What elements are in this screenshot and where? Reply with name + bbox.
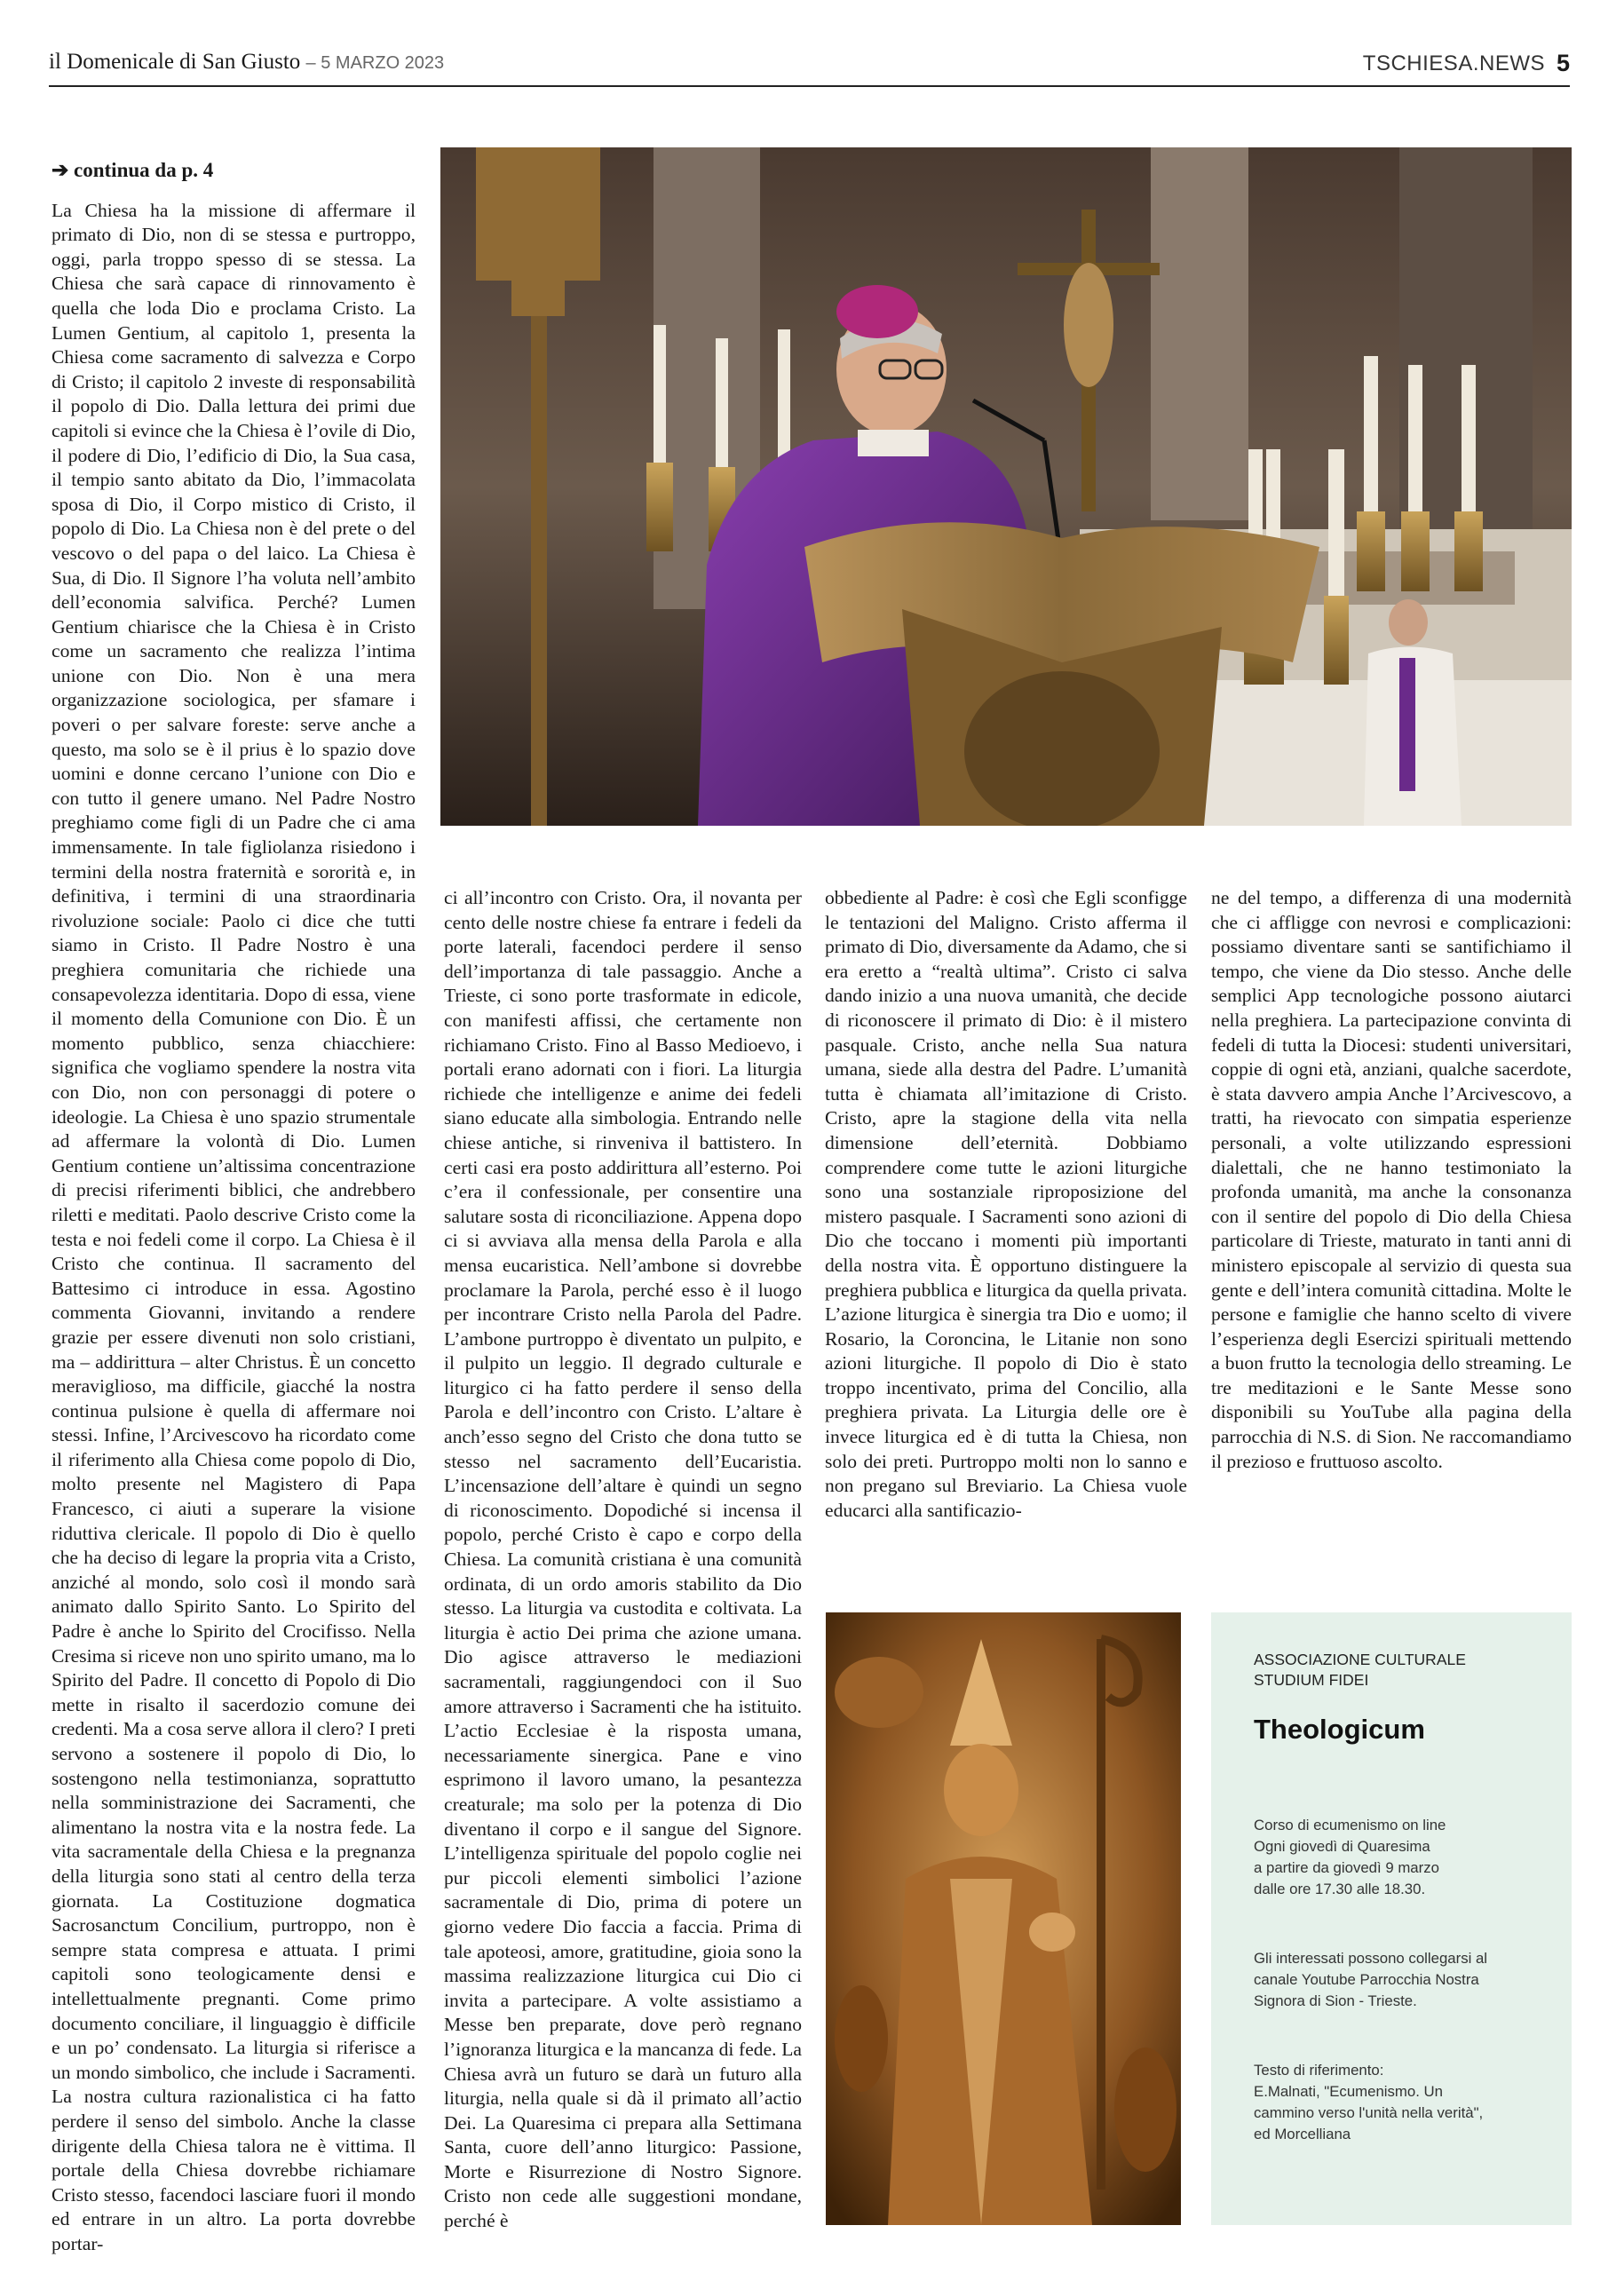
reference-line: cammino verso l'unità nella verità", bbox=[1254, 2104, 1484, 2121]
newspaper-title: il Domenicale di San Giusto bbox=[49, 50, 301, 74]
newspaper-name bbox=[49, 50, 444, 75]
info-line: Signora di Sion - Trieste. bbox=[1254, 1992, 1417, 2009]
bishop-at-ambo-photo bbox=[440, 147, 1572, 826]
article-text-4: ne del tempo, a differenza di una modernità che ci affligge con nevrosi e complicazioni: possiamo diventare santi se santifichiamo il tempo, che viene da Dio stesso. Anche delle semplici App tecnologiche possono aiutarci nella preghiera. La partecipazione convinta di fedeli di tutta la Diocesi: studenti universitari, coppie di ogni età, anziani, qualche sacerdote, è stata davvero ampia Anche l’Arcivescovo, a tratti, ha rievocato con simpatia esperienze personali, a volte utilizzando espressioni dialettali, che ne hanno testimoniato la profonda umanità, ma anche la consonanza con il sentire del popolo di Dio della Chiesa particolare di Trieste, maturato in tanti anni di ministero episcopale al servizio di questa sua gente e dell’intera comunità cittadina. Molte le persone e famiglie che hanno scelto di vivere l’esperienza degli Esercizi spirituali mettendo a buon frutto la tecnologia dello streaming. Le tre meditazioni e le Sante Messe sono disponibili su YouTube alla pagina della parrocchia di N.S. di Sion. Ne raccomandiamo il prezioso e fruttuoso ascolto. bbox=[1211, 887, 1572, 1472]
article-column-1 bbox=[51, 158, 416, 2256]
article-column-3 bbox=[825, 886, 1187, 1523]
relief-drawing bbox=[826, 1612, 1181, 2225]
theologicum-info-box bbox=[1211, 1612, 1572, 2225]
page-header bbox=[49, 50, 1570, 87]
reference-text bbox=[1254, 2060, 1547, 2145]
article-text-3: obbediente al Padre: è così che Egli sconfigge le tentazioni del Maligno. Cristo afferma il primato di Dio, diversamente da Adamo, che si era eretto a “realtà ultima”. Cristo ci salva dando inizio a una nuova umanità, che decide di riconoscere il primato di Dio: è il mistero pasquale. Cristo, anche nella Sua natura umana, siede alla destra del Padre. L’umanità tutta è chiamata all’imitazione di Cristo. Cristo, apre la stagione della vita nella dimensione dell’eternità. Dobbiamo comprendere come tutte le azioni liturgiche sono una sostanziale riproposizione del mistero pasquale. I Sacramenti sono azioni di Dio che toccano i momenti più importanti della nostra vita. È opportuno distinguere la preghiera pubblica e liturgica da quella privata. L’azione liturgica è sinergia tra Dio e uomo; il Rosario, la Coroncina, le Litanie non sono azioni liturgiche. Il popolo di Dio è stato troppo incentivato, prima del Concilio, alla preghiera privata. La Liturgia delle ore è invece liturgica ed è di tutta la Chiesa, non solo dei preti. Purtroppo molti non lo sanno e non pregano sul Breviario. La Chiesa vuole educarci alla santificazio- bbox=[825, 887, 1187, 1521]
course-line: a partire da giovedì 9 marzo bbox=[1254, 1859, 1439, 1876]
reference-line: ed Morcelliana bbox=[1254, 2126, 1351, 2142]
box-title: Theologicum bbox=[1254, 1714, 1425, 1745]
course-details bbox=[1254, 1815, 1547, 1900]
reference-line: E.Malnati, "Ecumenismo. Un bbox=[1254, 2083, 1444, 2100]
article-text-2: ci all’incontro con Cristo. Ora, il novanta per cento delle nostre chiese fa entrare i fedeli da porte laterali, facendoci perdere il senso dell’importanza di tale passaggio. Anche a Trieste, ci sono porte trasformate in edicole, con manifesti affissi, che certamente non richiamano Cristo. Fino al Basso Medioevo, i portali erano adornati con i fiori. La liturgia richiede che intelligenze e anime dei fedeli siano educate alla simbologia. Entrando nelle chiese antiche, si rinveniva il battistero. In certi casi era posto addirittura all’esterno. Poi c’era il confessionale, per consentire una salutare sosta di riconciliazione. Appena dopo ci si avviava alla mensa della Parola e alla mensa eucaristica. Nell’ambone si dovrebbe proclamare la Parola, perché esso è il luogo per incontrare Cristo nella Parola del Padre. L’ambone purtroppo è diventato un pulpito, e il pulpito un leggio. Il degrado culturale e liturgico ci ha fatto perdere il senso della Parola e dell’incontro con Cristo. L’altare è anch’esso segno del Cristo che dona tutto se stesso nel sacramento dell’Eucaristia. L’incensazione dell’altare è quindi un segno di riconoscimento. Dopodiché si incensa il popolo, perché Cristo è capo e corpo della Chiesa. La comunità cristiana è una comunità ordinata, di un ordo amoris stabilito da Dio stesso. La liturgia va custodita e coltivata. La liturgia è actio Dei prima che azione umana. Dio agisce attraverso le mediazioni sacramentali, raggiungendoci con il Suo amore attraverso i Sacramenti che ha istituito. L’actio Ecclesiae è la risposta umana, necessariamente sinergica. Pane e vino esprimono il lavoro umano, la pesantezza creaturale; ma solo per la potenza di Dio diventano il corpo e il sangue del Signore. L’intelligenza spirituale del popolo coglie nei pur piccoli elementi simbolici l’azione sacramentale di Dio, prima di potere un giorno vedere Dio faccia a faccia. Prima di tale apoteosi, amore, gratitudine, gioia sono la massima realizzazione liturgica cui Dio ci invita a partecipare. A volte assistiamo a Messe ben preparate, dove però regnano l’ignoranza liturgica e la mancanza di fede. La Chiesa avrà un futuro se darà un futuro alla liturgia, nella quale si dà il primato all’actio Dei. La Quaresima ci prepara alla Settimana Santa, cuore dell’anno liturgico: Passione, Morte e Risurrezione di Nostro Signore. Cristo non cede alle suggestioni mondane, perché è bbox=[444, 887, 802, 2232]
course-line: dalle ore 17.30 alle 18.30. bbox=[1254, 1881, 1426, 1897]
reference-line: Testo di riferimento: bbox=[1254, 2062, 1384, 2079]
association-name bbox=[1254, 1650, 1547, 1691]
course-line: Corso di ecumenismo on line bbox=[1254, 1817, 1446, 1833]
site-link[interactable]: TSCHIESA.NEWS bbox=[1362, 51, 1545, 75]
article-column-4 bbox=[1211, 886, 1572, 1474]
article-text-1: La Chiesa ha la missione di affermare il primato di Dio, non di se stessa e purtroppo, oggi, parla troppo spesso di se stessa. La Chiesa che sarà capace di rinnovamento è quella che loda Dio e proclama Cristo. La Lumen Gentium, al capitolo 1, presenta la Chiesa come sacramento di salvezza e Corpo di Cristo; il capitolo 2 investe di responsabilità il popolo di Dio. Dalla lettura dei primi due capitoli si evince che la Chiesa è l’ovile di Dio, il podere di Dio, l’edificio di Dio, la Sua casa, il tempio santo abitato da Dio, l’immacolata sposa di Dio, il Corpo mistico di Cristo, il popolo di Dio. La Chiesa non è del prete o del vescovo o del papa o del laico. La Chiesa è Sua, di Dio. Il Signore l’ha voluta nell’ambito dell’economia salvifica. Perché? Lumen Gentium chiarisce che la Chiesa è in Cristo come un sacramento che realizza l’intima unione con Dio. Non è una mera organizzazione sociologica, per sfamare i poveri o per salvare foreste: serve anche a questo, ma solo se è il prius è lo spazio dove uomini e donne cercano l’unione con Dio e con tutto il genere umano. Nel Padre Nostro preghiamo come figli di un Padre che ci ama immensamente. In tale figliolanza risiedono i termini della nostra fraternità e sororità e, in definitiva, i termini di una straordinaria rivoluzione sociale: Paolo ci dice che tutti siamo in Cristo. Il Padre Nostro è una preghiera comunitaria che richiede una consapevolezza identitaria. Dopo di essa, viene il momento della Comunione con Dio. È un momento pubblico, senza chiacchiere: significa che vogliamo spendere la nostra vita con Dio, non con personaggi di potere o ideologie. La Chiesa è uno spazio strumentale ad affermare la volontà di Dio. Lumen Gentium contiene un’altissima concentrazione di precisi riferimenti biblici, che andrebbero riletti e meditati. Paolo descrive Cristo come la testa e noi fedeli come il corpo. La Chiesa è il Cristo che continua. Il sacramento del Battesimo ci introduce in essa. Agostino commenta Giovanni, invitando a rendere grazie per essere divenuti non solo cristiani, ma – addirittura – alter Christus. È un concetto meraviglioso, ma difficile, giacché la nostra continua pulsione è quella di affermare noi stessi. Infine, l’Arcivescovo ha ricordato come il riferimento alla Chiesa come popolo di Dio, molto presente nel Magistero di Papa Francesco, ci aiuti a superare la visione riduttiva clericale. Il popolo di Dio è quello che ha deciso di legare la propria vita a Cristo, anziché al mondo, solo così il mondo sarà animato dallo Spirito Santo. Lo Spirito del Padre è anche lo Spirito del Crocifisso. Nella Cresima si riceve non uno spirito umano, ma lo Spirito del Padre. Il concetto di Popolo di Dio mette in risalto il sacerdozio comune dei credenti. Ma a cosa serve allora il clero? I preti servono a sostenere il popolo di Dio, lo sostengono nella testimonianza, soprattutto nella somministrazione dei Sacramenti, che alimentano la nostra vita e la nostra fede. La vita sacramentale della Chiesa e la pregnanza della liturgia sono stati al centro della terza giornata. La Costituzione dogmatica Sacrosanctum Concilium, purtroppo, non è sempre stata compresa e attuata. I primi capitoli sono teologicamente densi e intellettualmente pregnanti. Come primo documento conciliare, il linguaggio è difficile e un po’ condensato. La liturgia si riferisce a un mondo simbolico, che include i Sacramenti. La nostra cultura razionalistica ci ha fatto perdere il senso del simbolo. Anche la classe dirigente della Chiesa talora ne è vittima. Il portale della Chiesa dovrebbe richiamare Cristo stesso, facendoci lasciare fuori il mondo ed entrare in un altro. La porta dovrebbe portar- bbox=[51, 199, 416, 2254]
course-line: Ogni giovedì di Quaresima bbox=[1254, 1838, 1430, 1855]
connection-info bbox=[1254, 1948, 1547, 2012]
page-number: 5 bbox=[1556, 50, 1570, 76]
info-line: canale Youtube Parrocchia Nostra bbox=[1254, 1971, 1479, 1988]
association-line-2: STUDIUM FIDEI bbox=[1254, 1671, 1369, 1689]
issue-date: – 5 MARZO 2023 bbox=[305, 53, 445, 73]
bishop-photo-drawing bbox=[440, 147, 1572, 826]
association-line-1: ASSOCIAZIONE CULTURALE bbox=[1254, 1651, 1466, 1668]
bronze-relief-photo bbox=[826, 1612, 1181, 2225]
info-line: Gli interessati possono collegarsi al bbox=[1254, 1950, 1488, 1967]
continued-from-label[interactable]: ➔ continua da p. 4 bbox=[51, 159, 214, 181]
article-column-2 bbox=[444, 886, 802, 2234]
